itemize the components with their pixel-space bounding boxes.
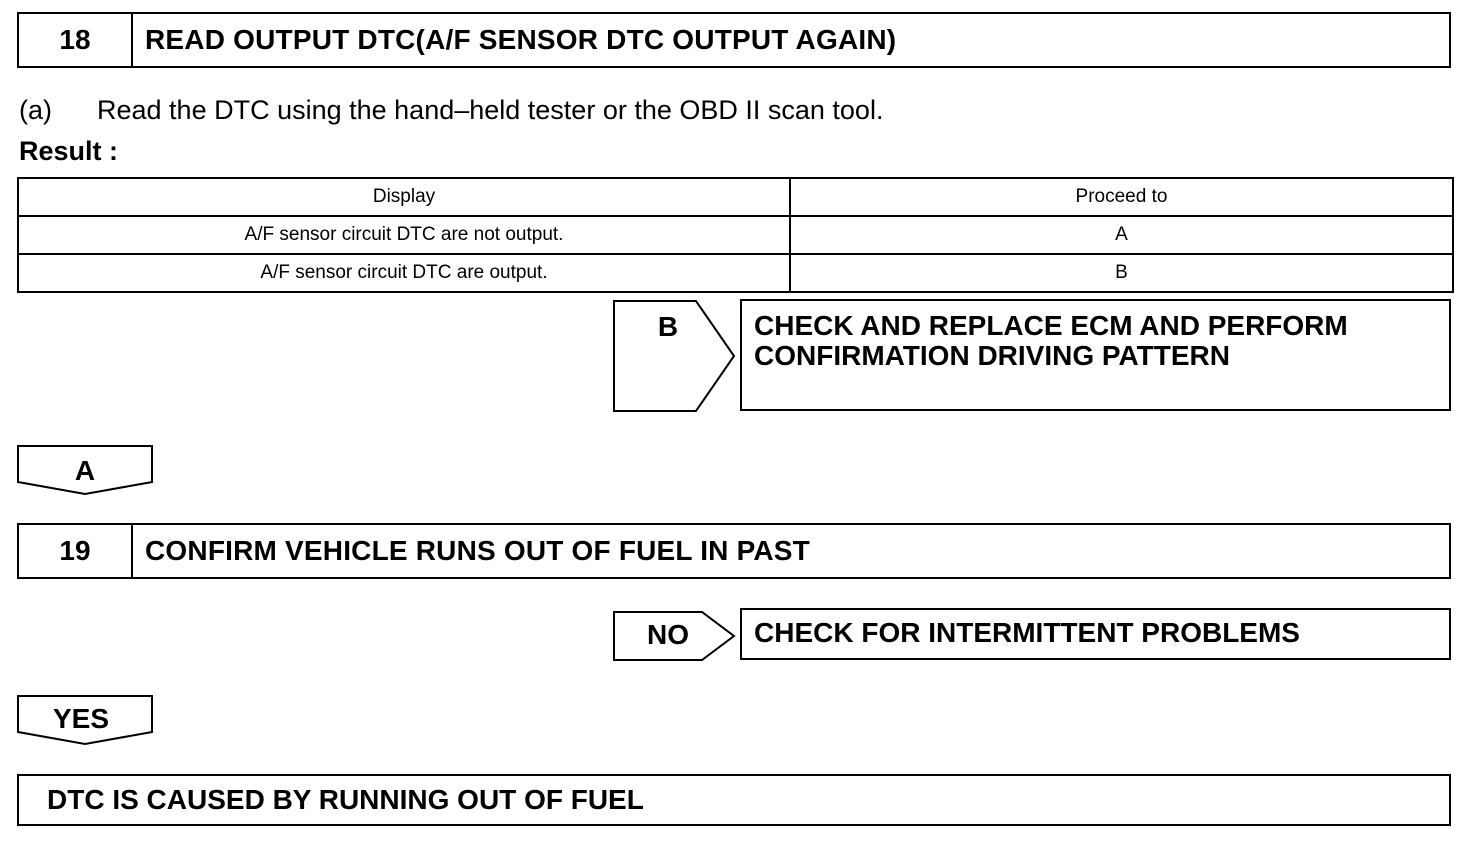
step-18-title: READ OUTPUT DTC(A/F SENSOR DTC OUTPUT AGAIN)	[145, 24, 897, 55]
branch-yes-label: YES	[52, 703, 110, 734]
table-cell-proceed: A	[790, 216, 1453, 254]
table-header-row	[18, 178, 1453, 216]
final-result-box	[17, 774, 1451, 826]
step-18-header	[17, 12, 1451, 68]
table-cell-display: A/F sensor circuit DTC are output.	[18, 254, 790, 292]
step-19-number: 19	[19, 525, 133, 577]
replace-ecm-action-line2: CONFIRMATION DRIVING PATTERN	[754, 340, 1230, 371]
table-cell-proceed: B	[790, 254, 1453, 292]
branch-b-label: B	[657, 311, 679, 342]
branch-a-label: A	[74, 455, 96, 486]
intermittent-problems-action-text: CHECK FOR INTERMITTENT PROBLEMS	[754, 617, 1300, 648]
table-header-display: Display	[18, 178, 790, 216]
step-19-header	[17, 523, 1451, 579]
table-cell-display: A/F sensor circuit DTC are not output.	[18, 216, 790, 254]
replace-ecm-action-box	[740, 299, 1451, 411]
step-18-number: 18	[19, 14, 133, 66]
step-19-title: CONFIRM VEHICLE RUNS OUT OF FUEL IN PAST	[145, 535, 810, 566]
result-label: Result :	[19, 136, 119, 166]
table-row	[18, 254, 1453, 292]
instruction-line	[19, 95, 1319, 126]
result-table	[17, 177, 1454, 293]
branch-no-label: NO	[647, 619, 689, 650]
final-result-text: DTC IS CAUSED BY RUNNING OUT OF FUEL	[47, 784, 644, 815]
instruction-label: (a)	[19, 95, 52, 125]
instruction-text: Read the DTC using the hand–held tester or the OBD II scan tool.	[97, 95, 884, 125]
replace-ecm-action-line1: CHECK AND REPLACE ECM AND PERFORM	[754, 310, 1348, 341]
intermittent-problems-action-box	[740, 608, 1451, 660]
table-header-proceed: Proceed to	[790, 178, 1453, 216]
table-row	[18, 216, 1453, 254]
